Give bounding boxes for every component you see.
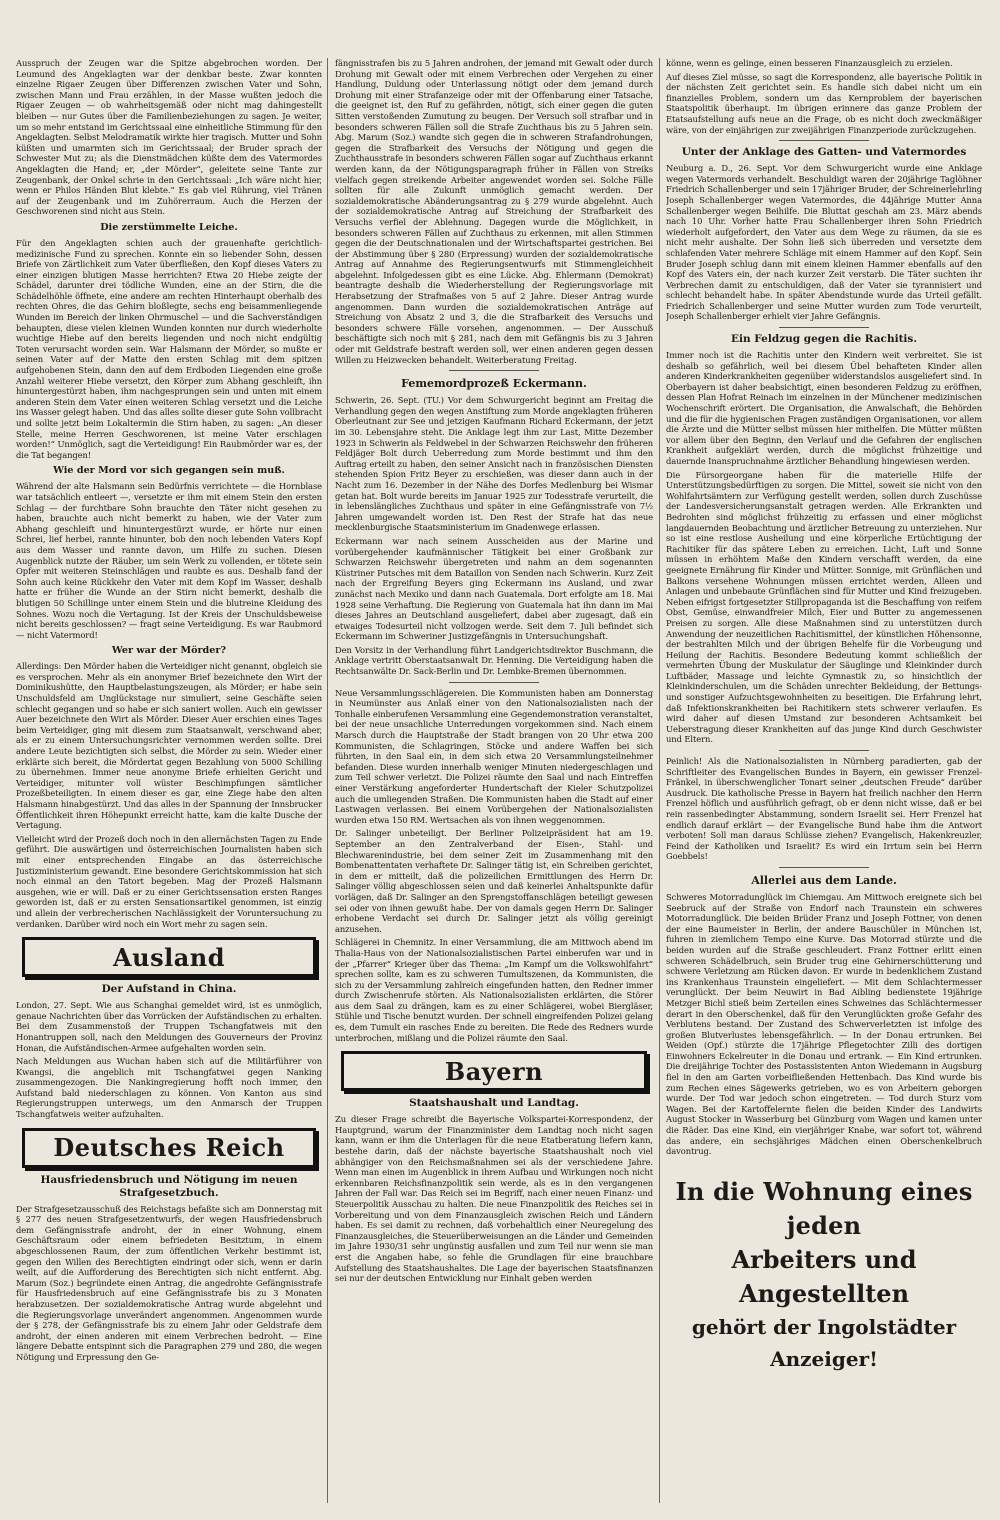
divider: [779, 140, 869, 141]
article-paragraph: London, 27. Sept. Wie aus Schanghai gemeldet wird, ist es unmöglich, genaue Nachrichten über das Vorrücken der Aufständischen zu erhalten. Bei dem Zusammenstoß der Truppen Tschangfatweis mit den Honantruppen soll, nach den Meldungen des Gouverneurs der Provinz Honan, die Aufständischen-Armee aufgehalten worden sein.: [16, 1000, 322, 1053]
section-banner-bayern: Bayern: [341, 1051, 647, 1091]
article-headline: Staatshaushalt und Landtag.: [409, 1097, 579, 1110]
article-paragraph: Auf dieses Ziel müsse, so sagt die Korrespondenz, alle bayerische Politik in der nächsten Zeit gerichtet sein. Es handle sich dabei nicht um ein finanzielles Problem, sondern um das Kernproblem der bayerischen Staatspolitik überhaupt. Im übrigen erinnere das ganze Problem der Etatsaufstellung aufs neue an die Frage, ob es nicht doch zweckmäßiger wäre, von der einjährigen zur zweijährigen Finanzperiode zurückzugehen.: [666, 71, 982, 135]
column-middle: [335, 58, 653, 1508]
article-headline: Unter der Anklage des Gatten- und Vatermordes: [681, 146, 967, 159]
article-paragraph: Schwerin, 26. Sept. (TU.) Vor dem Schwurgericht beginnt am Freitag die Verhandlung gegen den wegen Anstiftung zum Morde angeklagten früheren Oberleutnant zur See und jetzigen Kaufmann Richard Eckermann, der jetzt im 30. Lebensjahre steht. Die Anklage legt ihm zur Last, Mitte Dezember 1923 in Schwerin als Feldwebel in der Schwarzen Reichswehr den früheren Feldjäger Bolt durch Ueberredung zum Morde bestimmt und ihm den Auftrag erteilt zu haben, den seiner Ansicht nach in französischen Diensten stehenden Spion Fritz Beyer zu erschießen, was dieser dann auch in der Nacht zum 16. Dezember in der Nähe des Dorfes Medlenburg bei Wismar getan hat. Bolt wurde bereits im Januar 1925 zur Todesstrafe verurteilt, die in lebenslängliches Zuchthaus und später in eine Gefängnisstrafe von 7½ Jahren umgewandelt worden ist. Den Rest der Strafe hat das neue mecklenburgische Staatsministerium im Gnadenwege erlassen.: [335, 395, 653, 533]
article-paragraph: Während der alte Halsmann sein Bedürfnis verrichtete — die Hornblase war tatsächlich entleert —, versetzte er ihm mit einem Stein den ersten Schlag — der furchtbare Sohn brauchte den Täter nicht gesehen zu haben, brauchte auch nicht bemerkt zu haben, wie der Vater zum Abhang geschleift und hinuntergestürzt wurde, er hörte nur einen Schrei, lief herbei, rannte hinunter, bob den noch lebenden Vaters Kopf aus dem Wasser und rannte davon, um Hilfe zu suchen. Diesen Augenblick nutzte der Räuber, um sein Werk zu vollenden, er tötete sein Opfer mit weiteren Steinschlägen und raubte es aus. Deshalb fand der Sohn auch keine Rückkehr den Vater mit dem Kopf im Wasser, deshalb hatte er früher die Wunde an der Stirn nicht bemerkt, deshalb die blutigen 50 Schillinge unter einem Stein und die blutreine Kleidung des Sohnes. Wozu noch die Vertagung. Ist der Kreis der Unschuldsbeweise nicht bereits geschlossen? — fragt seine Verteidigung. Es war Raubmord — nicht Vatermord!: [16, 481, 322, 640]
advertisement: [670, 1175, 978, 1375]
column-rule: [659, 58, 660, 1503]
article-paragraph: Neue Versammlungsschlägereien. Die Kommunisten haben am Donnerstag in Neumünster aus Anlaß einer von den Nationalsozialisten nach der Tonhalle einberufenen Versammlung eine Gegendemonstration veranstaltet, bei der neue unsachliche Unterredungen vorgekommen sind. Nach einem Marsch durch die Hauptstraße der Stadt brangen von 20 Uhr etwa 200 Kommunisten, die Schlagringen, Stöcke und andere Waffen bei sich führten, in den Saal ein, in dem sich etwa 20 Versammlungsteilnehmer befanden. Diese wurden innerhalb weniger Minuten niedergeschlagen und zum Teil schwer verletzt. Die Polizei räumte den Saal und nach Eintreffen einer Verstärkung angeforderter Hundertschaft der Kieler Schutzpolizei auch die umliegenden Straßen. Die Kommunisten haben die Stadt auf einer Lastwagen verlassen. Bei einem Vorübergehen der Nationalsozialisten wurden etwa 150 RM. Wertsachen als von ihnen weggenommen.: [335, 687, 653, 825]
divider: [779, 327, 869, 328]
article-paragraph: fängnisstrafen bis zu 5 Jahren androhen, der jemand mit Gewalt oder durch Drohung mit Gewalt oder mit einem Verbrechen oder Vergehen zu einer Handlung, Duldung oder Unterlassung nötigt oder dem jemand durch Drohung mit einer Strafanzeige oder mit der Offenbarung einer Tatsache, die geeignet ist, den Ruf zu gefährden, nötigt, sich einer gegen die guten Sitten verstoßenden Zumutung zu beugen. Der Versuch soll strafbar und in besonders schweren Fällen soll die Strafe Zuchthaus bis zu 5 Jahren sein. Abg. Marum (Soz.) wandte sich gegen die in schweren Strafandrohungen, gegen die Strafbarkeit des Versuchs der Nötigung und gegen die Zuchthausstrafe in besonders schweren Fällen sogar auf Zuchthaus erkannt werden kann, da der Nötigungsparagraph früher in Fällen von Streiks vielfach gegen streikende Arbeiter angewendet worden sei. Solche Fälle sollten für alle Zukunft unmöglich gemacht werden. Der sozialdemokratische Abänderungsantrag zu § 279 wurde abgelehnt. Auch der sozialdemokratische Antrag auf Streichung der Strafbarkeit des Versuchs verfiel der Ablehnung. Dagegen wurde die Möglichkeit, in besonders schweren Fällen auf Zuchthaus zu erkennen, mit allen Stimmen gegen die der Deutschnationalen und der Wirtschaftspartei gestrichen. Bei der Abstimmung über § 280 (Erpressung) wurden der sozialdemokratische Antrag auf Annahme des Regierungsentwurfs mit Stimmengleichheit abgelehnt. Infolgedessen gibt es eine Lücke. Abg. Ehlermann (Demokrat) beantragte deshalb die Wiederherstellung der Regierungsvorlage mit Herabsetzung der Strafmaßes von 5 auf 2 Jahre. Dieser Antrag wurde angenommen. Dann wurden die sozialdemokratischen Anträge auf Streichung von Absatz 2 und 3, die die Strafbarkeit des Versuchs und besonders schwere Fälle vorsehen, angenommen. — Der Ausschuß beschäftigte sich noch mit § 281, nach dem mit Gefängnis bis zu 3 Jahren oder mit Geldstrafe bestraft werden soll, wer einen anderen gegen dessen Willen zu Heizwecken behandelt. Weiterberatung Freitag.: [335, 58, 653, 365]
article-headline: Hausfriedensbruch und Nötigung im neuen Strafgesetzbuch.: [40, 1173, 298, 1199]
article-paragraph: Immer noch ist die Rachitis unter den Kindern weit verbreitet. Sie ist deshalb so gefährlich, weil bei diesem Übel behafteten Kinder allen anderen Kinderkrankheiten gegenüber widerstandslos ausgeliefert sind. In Oberbayern ist daher beabsichtigt, einen besonderen Feldzug zu eröffnen, dessen Plan Hofrat Reinach im einzelnen in der Münchener medizinischen Wochenschrift erörtert. Die Organisation, die Anwalschaft, die Behörden und die für die hygienischen Fragen zuständigen Organisationen, vor allem die Ärzte und die Mütter selbst müssen hier mithelfen. Die Mütter müßten vor allem über den Beginn, den Verlauf und die Gefahren der englischen Krankheit aufgeklärt werden, durch die möglichst frühzeitige und dauernde Inanspruchnahme ärztlicher Behandlung hingewiesen werden.: [666, 350, 982, 466]
article-paragraph: könne, wenn es gelinge, einen besseren Finanzausgleich zu erzielen.: [666, 58, 953, 68]
article-paragraph: Den Vorsitz in der Verhandlung führt Landgerichtsdirektor Buschmann, die Anklage vertritt Oberstaatsanwalt Dr. Henning. Die Verteidigung haben die Rechtsanwälte Dr. Sack-Berlin und Dr. Lembke-Bremen übernommen.: [335, 644, 653, 677]
article-paragraph: Für den Angeklagten schien auch der grauenhafte gerichtlich-medizinische Fund zu sprechen. Konnte ein so liebender Sohn, dessen Briefe von Zärtlichkeit zum Vater überfließen, den Kopf dieses Vaters zu einer einzigen blutigen Masse herrichten? Etwa 20 Hiebe zeigte der Schädel, darunter drei tödliche Wunden, eine an der Stirn, die die Schädelhöhle öffnete, eine andere am rechten Hinterhaupt oberhalb des rechten Ohres, die das Gehirn bloßlegte, sechs eng beisammenliegende Wunden im Bereich der linken Ohrmuschel — und die Sachverständigen behaupten, diese vielen kleinen Wunden konnten nur durch wiederholte wuchtige Hiebe auf den bereits liegenden und noch nicht endgültig Toten verursacht worden sein. War Halsmann der Mörder, so mußte er seinen Vater auf der Matte den ersten Schlag mit dem spitzen aufgehobenen Stein, dann den auf dem Erdboden Liegenden eine große Anzahl weiterer Hiebe versetzt, den Körper zum Abhang geschleift, ihn hinuntergestürzt haben, ihm nachgesprungen sein und unten mit einem anderen Stein dem Vater einen weiteren Schlag versetzt und die Leiche ins Wasser gelegt haben. Und das alles sollte dieser gute Sohn vollbracht und sollte jetzt beim Lokaltermin die Stirn haben, zu sagen: „An dieser Stelle, meine Herren Geschworenen, ist meine Vater erschlagen worden!“ Unmöglich, sagt die Verteidigung! Ein Raubmörder war es, der die Tat begangen!: [16, 237, 322, 460]
article-paragraph: Neuburg a. D., 26. Sept. Vor dem Schwurgericht wurde eine Anklage wegen Vatermords verhandelt. Beschuldigt waren der 20jährige Taglöhner Friedrich Schallenberger und sein 17jähriger Bruder, der Schreinerlehrling Joseph Schallenberger wegen Vatermordes, die 44jährige Mutter Anna Schallenberger wegen Beihilfe. Die Bluttat geschah am 23. März abends nach 10 Uhr. Vorher hatte Frau Schallenberger ihren Sohn Friedrich wiederholt aufgefordert, den Vater aus dem Wege zu räumen, da sie es nicht mehr aushalte. Der Sohn ließ sich überreden und versetzte dem schlafenden Vater mehrere Schläge mit einem Hammer auf den Kopf. Sein Bruder Joseph schlug dann mit einem kleinen Hammer ebenfalls auf den Kopf des Vaters ein, der nach kurzer Zeit verstarb. Die Täter suchten ihr Verbrechen damit zu entschuldigen, daß der Vater sie tyrannisiert und schlecht behandelt habe. In später Abendstunde wurde das Urteil gefällt. Friedrich Schallenberger und seine Mutter wurden zum Tode verurteilt, Joseph Schallenberger erhielt vier Jahre Gefängnis.: [666, 163, 982, 322]
article-paragraph: Der Strafgesetzausschuß des Reichstags befaßte sich am Donnerstag mit § 277 des neuen Strafgesetzentwurfs, der wegen Hausfriedensbruch dem Gefängnisstrafe androht, der in einer Wohnung, einem Geschäftsraum oder einem befriedeten Besitztum, in einem abgeschlossenen Raum, der zum öffentlichen Verkehr bestimmt ist, gegen den Willen des Berechtigten eindringt oder sich, wenn er darin weilt, auf die Aufforderung des Berechtigten sich nicht entfernt. Abg. Marum (Soz.) begründete einen Antrag, die angedrohte Gefängnisstrafe für Hausfriedensbruch auf eine Gefängnisstrafe bis zu 3 Monaten herabzusetzen. Der sozialdemokratische Antrag wurde abgelehnt und die Regierungsvorlage unverändert angenommen. Angenommen wurde der § 278, der Gefängnisstrafe bis zu einem Jahr oder Geldstrafe dem androht, der einen anderen mit einem Verbrechen bedroht. — Eine längere Debatte entspinnt sich die Paragraphen 279 und 280, die wegen Nötigung und Erpressung den Ge-: [16, 1203, 322, 1362]
divider: [779, 750, 869, 751]
section-banner-deutsches-reich: Deutsches Reich: [22, 1128, 316, 1168]
article-paragraph: Nach Meldungen aus Wuchan haben sich auf die Militärführer von Kwangsi, die angeblich mit Tschangfatwei gegen Nanking zusammengezogen. Die Nankingregierung hofft noch immer, den Aufstand bald niederschlagen zu können. Von Kanton aus sind Regierungstruppen unterwegs, um den Anmarsch der Truppen Tschangfatweis weiter aufzuhalten.: [16, 1056, 322, 1120]
article-paragraph: Vielleicht wird der Prozeß doch noch in den allernächsten Tagen zu Ende geführt. Die auswärtigen und österreichischen Journalisten haben sich mit einer entsprechenden Eingabe an das österreichische Justizministerium gewandt. Eine besondere Gerichtskommission hat sich noch einmal an den Tatort begeben. Mag der Prozeß Halsmann ausgehen, wie er will. Daß er zu einer Gerichtssensation ersten Ranges geworden ist, daß er zu ersten Sensationsartikel genommen, ist einzig und allein der verbrecherischen Nachlässigkeit der Voruntersuchung zu verdanken. Darüber wird noch ein Wort mehr zu sagen sein.: [16, 833, 322, 929]
column-rule: [327, 58, 328, 1503]
article-headline: Fememordprozeß Eckermann.: [401, 377, 587, 391]
section-subheading: Wer war der Mörder?: [111, 645, 227, 657]
article-paragraph: Schlägerei in Chemnitz. In einer Versammlung, die am Mittwoch abend im Thalia-Haus von der Nationalsozialistischen Partei einberufen war und in der „Pfarrer“ Krieger über das Thema: „Im Kampf um die Volkswohlfahrt“ sprechen sollte, kam es zu schweren Tumultszenen, da Kommunisten, die sich zu der Versammlung zahlreich eingefunden hatten, den Redner immer durch Zwischenrufe störten. Als Nationalsozialisten erklärten, die Störer aus dem Saal zu drängen, kam es zu einer Schlägerei, wobei Biergläser, Stühle und Tische benutzt wurden. Der schnell eingreifenden Polizei gelang es, dem Tumult ein rasches Ende zu bereiten. Die Rede des Redners wurde unterbrochen, mißlang und die Polizei räumte den Saal.: [335, 937, 653, 1043]
article-paragraph: Schweres Motorradunglück im Chiemgau. Am Mittwoch ereignete sich bei Seebruck auf der Straße von Endorf nach Traunstein ein schweres Motorradunglück. Die beiden Brüder Franz und Joseph Fottner, von denen der eine Baumeister in Berlin, der andere Bauschüler in München ist, fuhren in ziemlichem Tempo eine Kurve. Das Motorrad stürzte und die beiden wurden auf die Straße geschleudert. Franz Fottner erlitt einen schweren Schädelbruch, sein Bruder trug eine Gehirnerschütterung und schwere Verletzung am Rücken davon. Er wurde in bedenklichem Zustand ins Krankenhaus Traunstein eingeliefert. — Mit dem Schlachtermesser verunglückt. Der beim Neuwirt in Bad Aibling bedienstete 19jährige Metzger Bichl stieß beim Zerteilen eines Schweines das Schlächtermesser derart in den Oberschenkel, daß für den Verunglückten große Gefahr des Verblutens bestand. Der Zustand des Schwerverletzten ist infolge des großen Blutverlustes lebensgefährlich. — In der Donau ertrunken. Bei Weiden (Opf.) stürzte die 17jährige Pflegetochter Zilli des dortigen Einwohners Eckelreuter in die Donau und ertrank. — Ein Kind ertrunken. Die dreijährige Tochter des Postassistenten Anton Wiedemann in Augsburg fiel in den am Garten vorbeifließenden Hettenbach. Das Kind wurde bis zum Rechen eines Sägewerks getrieben, wo es von Arbeitern geborgen wurde. Der Tod war jedoch schon eingetreten. — Tod durch Sturz vom Wagen. Bei der Kartoffelernte fielen die beiden Kinder des Landwirts August Stocker in Wasserburg bei Günzburg vom Wagen und kamen unter die Räder. Das eine Kind, ein vierjähriger Knabe, war sofort tot, während das andere, ein sechsjähriges Mädchen einen Oberschenkelbruch davontrug.: [666, 891, 982, 1157]
ad-line: Arbeiters und Angestellten: [731, 1244, 917, 1308]
ad-line: In die Wohnung eines jeden: [675, 1176, 973, 1240]
article-paragraph: Die Fürsorgeorgane haben für die materielle Hilfe der Unterstützungsbedürftigen zu sorgen. Die Mittel, soweit sie nicht von den Wohlfahrtsämtern zur Verfügung gestellt werden, sollen durch Zuschüsse der Landesversicherungsanstalt getragen werden. Alle Erkrankten und Bedrohten sind möglichst frühzeitig zu erfassen und einer möglichst langdauernden Beobachtung und ärztlicher Betreuung zu unterziehen. Nur so ist eine restlose Ausheilung und eine körperliche Ertüchtigung der Rachitiker für das spätere Leben zu erreichen. Licht, Luft und Sonne müssen in erhöhtem Maße den Kindern verschafft werden, da eine geeignete Ernährung für Kinder und Mütter. Sonnige, mit Grünflächen und Balkons versehene Wohnungen müssen errichtet werden, Alleen und Anlagen und unbebaute Grünflächen sind für Mutter und Kind freizugeben. Neben eifrigst fortgesetzter Stillpropaganda ist die Beschaffung von reifem Obst, Gemüse, einwandfreier Milch, Eier und Butter zu angemessenen Preisen zu sorgen. Alle diese Maßnahmen sind zu unterstützen durch Anwendung der neuzeitlichen Rachitismittel, der künstlichen Höhensonne, der bestrahlten Milch und der übrigen Behelfe für die Vorbeugung und Heilung der Rachitis. Besondere Bedeutung kommt schließlich der vermehrten Übung der Muskulatur der Säuglinge und Kleinkinder durch Luftbäder, Massage und leichte Gymnastik zu, so hinsichtlich der Kleinkinderschulen, um die Schäden unrechter Bekleidung, der Bettungs- und sonstiger Aufzuchtsgewohnheiten zu beseitigen. Die Erfahrung lehrt, daß Infektionskrankheiten bei Rachitikern stets schwerer verlaufen. Es wird daher auf diesen Umstand zur besonderen Achtsamkeit bei Ueberstragung dieser Krankheiten auf das junge Kind durch Geschwister und Eltern.: [666, 469, 982, 745]
article-paragraph: Eckermann war nach seinem Ausscheiden aus der Marine und vorübergehender kaufmännischer Tätigkeit bei einer Großbank zur Schwarzen Reichswehr übergetreten und nahm an dem sogenannten Küstriner Putsches mit dem Bataillon von Senden nach Schwerin. Kurz Zeit nach der Ergreifung Beyers ging Eckermann ins Ausland, und zwar zunächst nach Mexiko und dann nach Guatemala. Dort erfolgte am 18. Mai 1928 seine Verhaftung. Die Regierung von Guatemala hat ihn dann im Mai dieses Jahres an Deutschland ausgeliefert, dabei aber zugesagt, daß ein etwaiges Todesurteil nicht vollzogen werde. Seit dem 7. Juli befindet sich Eckermann im Schweriner Justizgefängnis in Untersuchungshaft.: [335, 535, 653, 642]
article-headline: Der Aufstand in China.: [101, 983, 237, 996]
ad-line: gehört der Ingolstädter Anzeiger!: [691, 1314, 957, 1371]
divider: [449, 682, 539, 683]
section-subheading: Die zerstümmelte Leiche.: [100, 221, 238, 233]
article-paragraph: Peinlich! Als die Nationalsozialisten in Nürnberg paradierten, gab der Schriftleiter des Evangelischen Bundes in Bayern, ein gewisser Frenzel-Fränkel, in überschwenglicher Tonart seiner „deutschen Freude“ darüber Ausdruck. Die katholische Presse in Bayern hat freilich nachher den Herrn Frenzel höflich und ausführlich gefragt, ob er denn nicht wisse, daß er bei rein rassenbedingter Abstammung, sondern Israelit sei. Herr Frenzel hat endlich darauf erklärt — der Evangelische Bund habe ihm die Antwort verboten! Soll man daraus Schlüsse ziehen? Evangelisch, Hakenkreuzler, Feind der Katholiken und Israelit? Es wird ein Irrtum sein bei Herrn Goebbels!: [666, 756, 982, 862]
column-right: [666, 58, 982, 1508]
article-paragraph: Dr. Salinger unbeteiligt. Der Berliner Polizeipräsident hat am 19. September an den Zentralverband der Eisen-, Stahl- und Blechwarenindustrie, bei dem seiner Zeit im Zusammenhang mit den Bombenattentaten verhaftete Dr. Salinger tätig ist, ein Schreiben gerichtet, in dem er mitteilt, daß die polizeilichen Ermittlungen des Herrn Dr. Salinger völlig abgeschlossen seien und daß keinerlei Anhaltspunkte dafür vorlägen, daß Dr. Salinger an den Sprengstoffanschlägen beteiligt gewesen sei oder von ihnen gewußt habe. Der von damals gegen Herrn Dr. Salinger erhobene Verdacht sei durch Dr. Salinger jetzt als völlig gereinigt anzusehen.: [335, 828, 653, 934]
article-paragraph: Ausspruch der Zeugen war die Spitze abgebrochen worden. Der Leumund des Angeklagten war der denkbar beste. Zwar konnten einzelne Rigaer Zeugen über Differenzen zwischen Vater und Sohn, zwischen Mann und Frau erzählen, in der Masse wußten jedoch die Rigaer Zeugen — ob wahrheitsgemäß oder nicht mag dahingestellt bleiben — nur Gutes über die Familienbeziehungen zu sagen. Je weiter, um so mehr entstand im Gerichtssaal eine einheitliche Stimmung für den Angeklagten. Selbst Melodramatik wirkte hier tragisch. Mutter und Sohn küßten und umarmten sich im Gerichtssaal; der Bruder sprach der Schwester Mut zu; als die Dienstmädchen küßte dem des Vatermordes Angeklagten die Hand; er, „der Mörder“, geleitete seine Tante zur Zeugenbank, der Onkel schrie in den Gerichtssaal: „Ich wäre nicht hier, wenn er Philos Händen Blut klebte.“ Es gab viel Rührung, viel Tränen auf der Zeugenbank und im Zuhörerraum. Auch die Herzen der Geschworenen sind nicht aus Stein.: [16, 58, 322, 217]
divider: [779, 867, 869, 868]
article-paragraph: Zu dieser Frage schreibt die Bayerische Volkspartei-Korrespondenz, der Hauptgrund, warum der Finanzminister dem Landtag noch nicht sagen kann, wann er ihm die Unterlagen für die neue Etatberatung liefern kann, bestehe darin, daß der nächste bayerische Staatshaushalt noch viel abhängiger von den Reichsmaßnahmen sei als der verschiedene Jahre. Wenn man einen im Augenblick in ihrem Aufbau und Wirkungen noch nicht erkennbaren Reichsfinanzpolitik sein werde, als es in den vergangenen Jahren der Fall war. Das Reich sei im Begriff, nach einer neuen Finanz- und Steuerpolitik Ausschau zu halten. Die neue Finanzpolitik des Reiches sei in Vorbereitung und von dem Finanzausgleich zwischen Reich und Ländern haben. Es sei damit zu rechnen, daß vorbehaltlich einer Neuregelung des Finanzausgleiches, die Steuerüberweisungen an die Länder und Gemeinden im Jahre 1930/31 sehr ungünstig ausfallen und zum Teil nur wenn sie man erst die Angaben habe, so fehle die Grundlagen für eine brauchbare Aufstellung des Staatshaushaltes. Die Lage der bayerischen Staatsfinanzen sei nur der deutschen Entwicklung nur Einhalt geben werden: [335, 1114, 653, 1284]
column-left: [16, 58, 322, 1508]
article-paragraph: Allerdings: Den Mörder haben die Verteidiger nicht genannt, obgleich sie es versprochen. Mehr als ein anonymer Brief bezeichnete den Wirt der Dominikushütte, den Hauptbelastungszeugen, als Mörder; er habe sein Unschuldsfeld am Unglückstage nur simuliert, seine Geschäfte seien schlecht gegangen und so habe er sich saniert wollen. Auch ein gewisser Auer bezeichnete den Wirt als Mörder. Dieser Auer erschien eines Tages beim Verteidiger, ging mit diesem zum Staatsanwalt, verschwand aber, als er zu einem Untersuchungsrichter vernommen werden sollte. Drei andere Leute bezichtigten sich selbst, die Mörder zu sein. Wieder einer erklärte sich bereit, die Mördertat gegen Bezahlung von 5000 Schilling zu übernehmen. Immer neue anonyme Briefe erhielten Gericht und Verteidiger, mitunter voll wüster Beschimpfungen sämtlicher Prozeßbeteiligten. In einem dieser es gar, eine Ziege habe den alten Halsmann hinabgestürzt. Und das alles in der Spannung der Innsbrucker Öffentlichkeit ihren Höhepunkt erreicht hatte, kam die kalte Dusche der Vertagung.: [16, 661, 322, 831]
article-headline: Ein Feldzug gegen die Rachitis.: [731, 333, 917, 346]
divider: [449, 370, 539, 371]
article-headline: Allerlei aus dem Lande.: [751, 873, 897, 887]
section-banner-ausland: Ausland: [22, 937, 316, 977]
section-subheading: Wie der Mord vor sich gegangen sein muß.: [53, 465, 285, 477]
